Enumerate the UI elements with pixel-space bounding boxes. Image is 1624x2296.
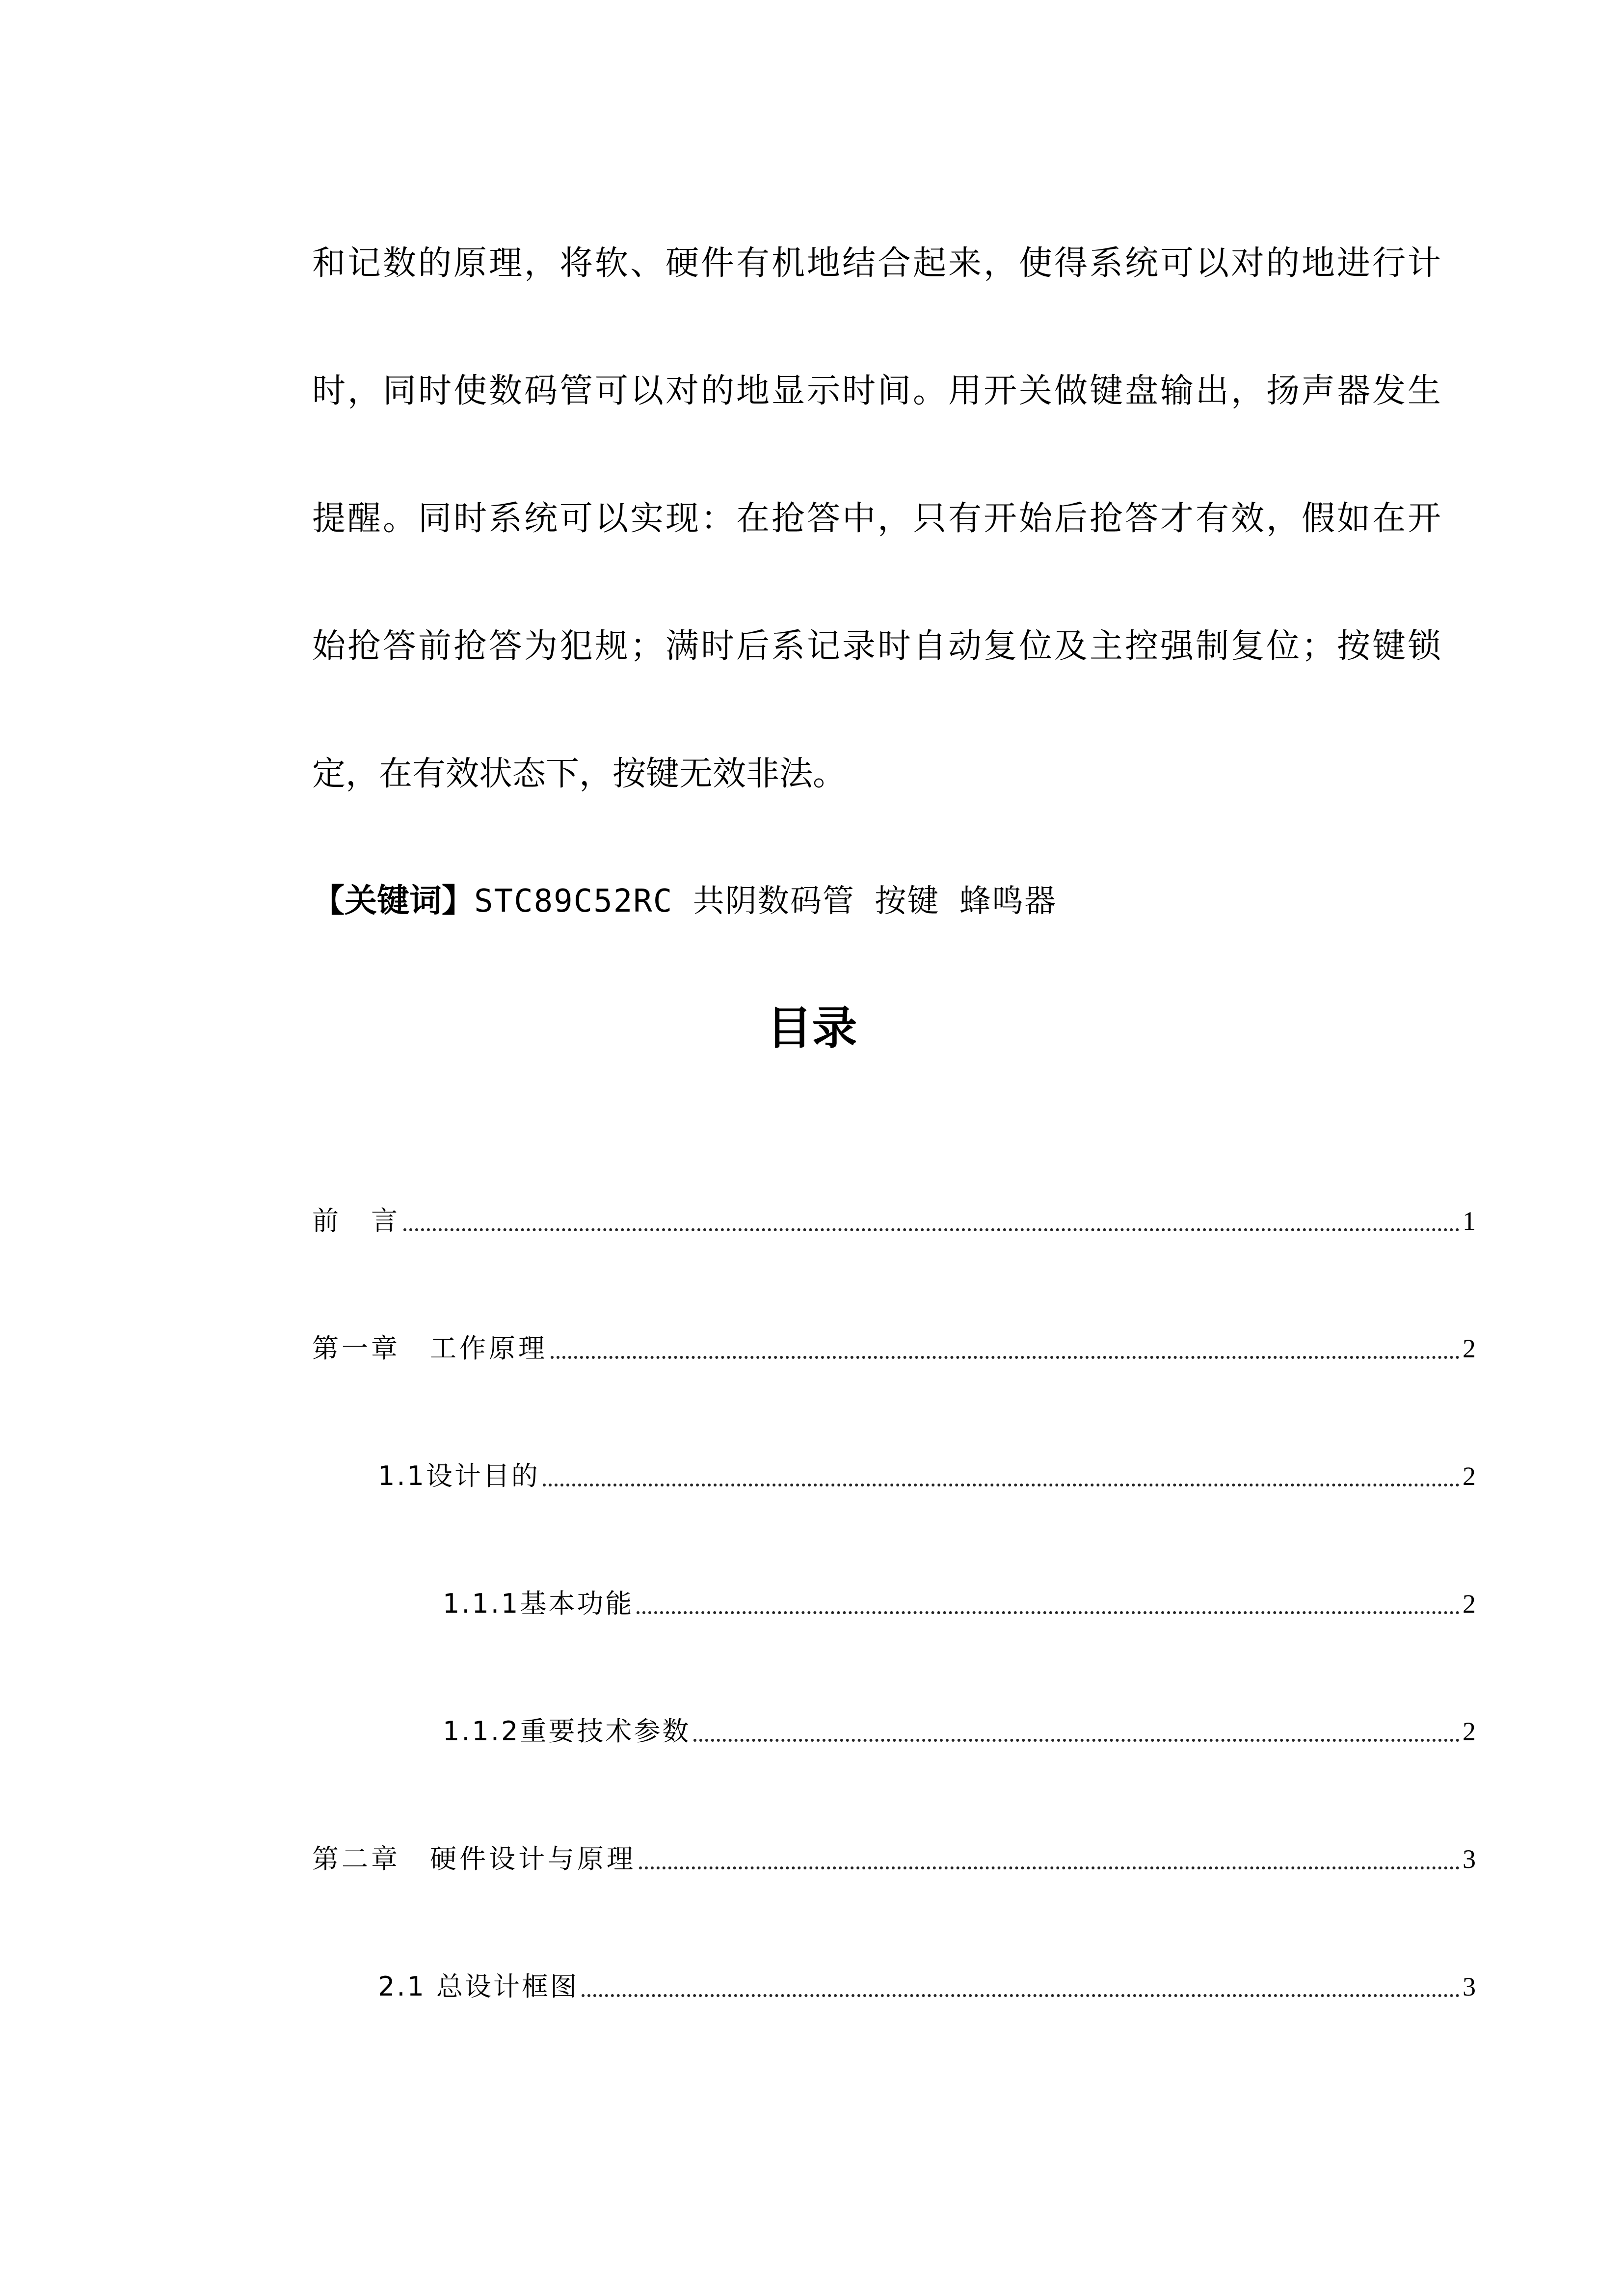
toc-dot-leader [543, 1484, 1460, 1486]
toc-entry-label: 第一章 工作原理 [312, 1334, 548, 1363]
toc-entry[interactable] [312, 1331, 1476, 1366]
toc-dot-leader [639, 1866, 1460, 1869]
toc-page-number: 1 [1463, 1206, 1476, 1236]
toc-dot-leader [693, 1739, 1460, 1742]
toc-dot-leader [637, 1611, 1460, 1614]
toc-dot-leader [403, 1228, 1460, 1231]
toc-entry[interactable] [378, 1970, 1476, 2004]
abstract-line: 和记数的原理，将软、硬件有机地结合起来，使得系统可以对的地进行计 [312, 244, 1441, 283]
abstract-line: 始抢答前抢答为犯规；满时后系记录时自动复位及主控强制复位；按键锁 [312, 627, 1441, 666]
keywords-line [312, 879, 1057, 923]
toc-title: 目录 [767, 1002, 857, 1054]
abstract-line: 定，在有效状态下，按键无效非法。 [312, 755, 847, 793]
toc-page-number: 2 [1463, 1589, 1476, 1619]
toc-entry-label: 1.1.2重要技术参数 [443, 1716, 691, 1747]
toc-entry-label: 第二章 硬件设计与原理 [312, 1844, 636, 1874]
toc-dot-leader [582, 1994, 1460, 1997]
abstract-line: 提醒。同时系统可以实现：在抢答中，只有开始后抢答才有效，假如在开 [312, 499, 1441, 538]
toc-dot-leader [551, 1356, 1460, 1359]
toc-entry-label: 1.1.1基本功能 [443, 1588, 634, 1619]
keywords-values: STC89C52RC 共阴数码管 按键 蜂鸣器 [474, 883, 1057, 919]
toc-page-number: 2 [1463, 1717, 1476, 1746]
toc-page-number: 3 [1463, 1844, 1476, 1874]
toc-entry[interactable] [312, 1842, 1476, 1876]
toc-entry[interactable] [312, 1204, 1476, 1238]
toc-entry-label: 1.1设计目的 [378, 1460, 540, 1491]
abstract-line: 时，同时使数码管可以对的地显示时间。用开关做键盘输出，扬声器发生 [312, 372, 1441, 410]
toc-page-number: 2 [1463, 1461, 1476, 1491]
toc-page-number: 2 [1463, 1334, 1476, 1363]
toc-entry[interactable] [443, 1714, 1476, 1749]
toc-entry[interactable] [443, 1587, 1476, 1621]
keywords-label: 【关键词】 [312, 882, 474, 919]
toc-entry-label: 前 言 [312, 1206, 400, 1236]
toc-entry-label: 2.1 总设计框图 [378, 1971, 579, 2002]
toc-entry[interactable] [378, 1459, 1476, 1493]
toc-page-number: 3 [1463, 1972, 1476, 2001]
